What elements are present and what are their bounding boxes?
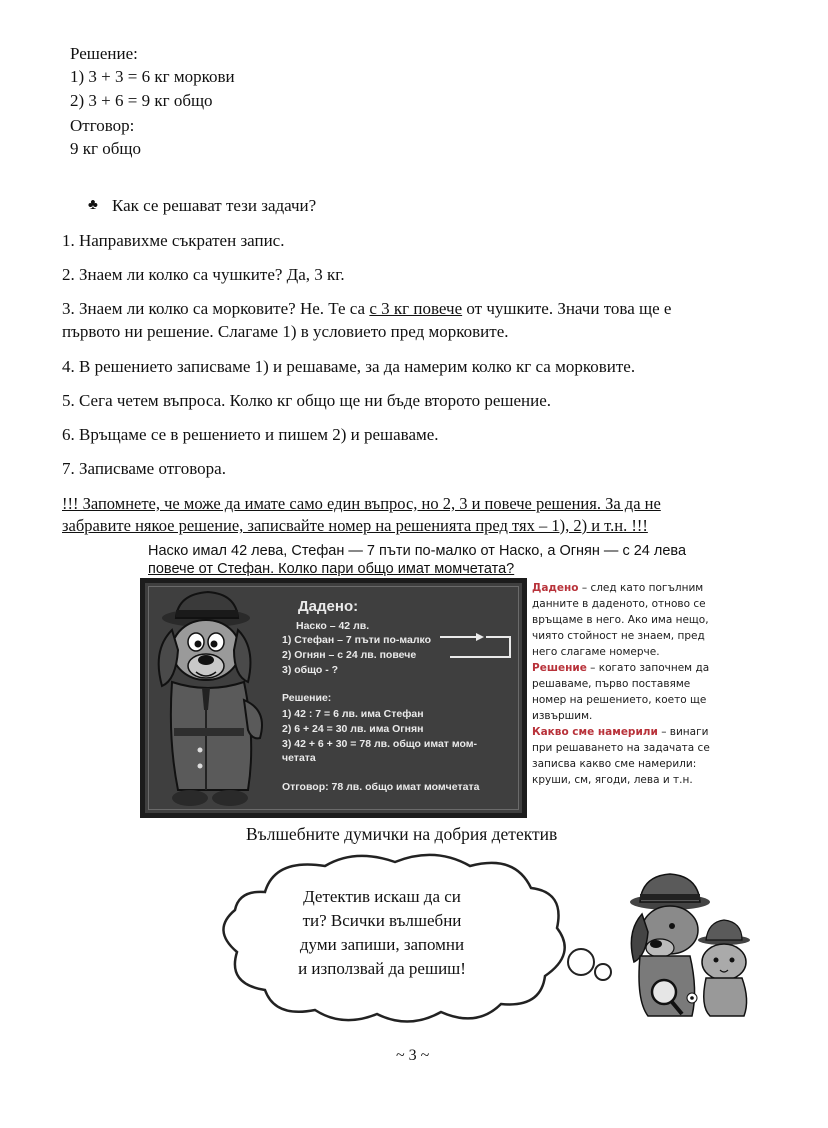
warning-note: [62, 493, 782, 537]
warning-line-1: !!! Запомнете, че може да имате само един въпрос, но 2, 3 и повече решения. За да не: [62, 494, 661, 513]
step-3-underlined: с 3 кг повече: [369, 299, 463, 318]
answer-label: Отговор:: [70, 116, 135, 135]
board-solution-3: 3) 42 + 6 + 30 = 78 лв. общо имат мом-: [282, 738, 478, 750]
problem-line-2: повече от Стефан. Колко пари общо имат момчетата?: [148, 561, 515, 577]
solution-step-2: 2) 3 + 6 = 9 кг общо: [70, 91, 213, 110]
how-question: Как се решават тези задачи?: [112, 196, 317, 215]
step-4: 4. В решението записваме 1) и решаваме, за да намерим колко кг са морковите.: [62, 357, 636, 376]
club-bullet-icon: ♣: [88, 197, 98, 213]
board-solution-1: 1) 42 : 7 = 6 лв. има Стефан: [282, 708, 424, 720]
problem-line-1: Наско имал 42 лева, Стефан — 7 пъти по-малко от Наско, а Огнян — с 24 лева: [148, 543, 687, 559]
note-solution-text-3: номер на решението, което ще: [532, 694, 707, 706]
solution-heading: Решение:: [70, 44, 138, 63]
cloud-text: [262, 885, 502, 981]
note-solution-text-1: – когато започнем да: [586, 662, 710, 674]
board-solution-2: 2) 6 + 24 = 30 лв. има Огнян: [282, 723, 424, 735]
board-given-3: 2) Огнян – с 24 лв. повече: [282, 649, 417, 661]
step-2: 2. Знаем ли колко са чушките? Да, 3 кг.: [62, 265, 345, 284]
board-arrows-icon: [440, 628, 520, 662]
warning-line-2: забравите някое решение, записвайте номер на решенията пред тях – 1), 2) и т.н. !!!: [62, 516, 648, 535]
cloud-line-1: Детектив искаш да си: [303, 887, 461, 906]
solution-step-1: 1) 3 + 3 = 6 кг моркови: [70, 67, 235, 86]
page-number: ~ 3 ~: [396, 1047, 430, 1064]
step-3-line-2: първото ни решение. Слагаме 1) в условието пред морковите.: [62, 322, 509, 341]
note-key-found: Какво сме намерили: [532, 726, 658, 738]
cloud-line-3: думи запиши, запомни: [299, 935, 465, 954]
note-given-text-3: връщаме в него. Ако има нещо,: [532, 614, 709, 626]
step-5: 5. Сега четем въпроса. Колко кг общо ще ни бъде второто решение.: [62, 391, 552, 410]
problem-text: [148, 542, 748, 578]
note-given-text-2: данните в даденото, отново се: [532, 598, 706, 610]
note-found-text-4: круши, см, ягоди, лева и т.н.: [532, 774, 693, 786]
board-given-title: Дадено:: [298, 598, 359, 615]
step-7: 7. Записваме отговора.: [62, 459, 226, 478]
detective-dog-illustration: [148, 590, 288, 815]
step-6: 6. Връщаме се в решението и пишем 2) и решаваме.: [62, 425, 439, 444]
step-3-line-1: [62, 299, 671, 319]
board-given-2: 1) Стефан – 7 пъти по-малко: [282, 634, 432, 646]
dog-and-cat-detectives-illustration: [620, 870, 770, 1020]
note-key-given: Дадено: [532, 582, 579, 594]
answer-value: 9 кг общо: [70, 139, 141, 158]
step-3-text-b: от чушките. Значи това ще е: [462, 299, 672, 318]
magic-words-heading: Вълшебните думички на добрия детектив: [246, 824, 558, 844]
note-found-text-3: записва какво сме намерили:: [532, 758, 697, 770]
step-3-text-a: 3. Знаем ли колко са морковите? Не. Те са: [62, 299, 370, 318]
note-solution-text-2: решаваме, първо поставяме: [532, 678, 691, 690]
note-found-text-2: при решаването на задачата се: [532, 742, 710, 754]
note-found-text-1: – винаги: [657, 726, 709, 738]
note-key-solution: Решение: [532, 662, 587, 674]
board-given-4: 3) общо - ?: [282, 664, 339, 676]
step-1: 1. Направихме съкратен запис.: [62, 231, 285, 250]
cloud-line-4: и използвай да решиш!: [298, 959, 466, 978]
note-given-text-1: – след като погълним: [578, 582, 704, 594]
board-solution-title: Решение:: [282, 692, 332, 704]
side-notes: [532, 580, 732, 788]
board-given-1: Наско – 42 лв.: [296, 620, 370, 632]
note-given-text-4: чиято стойност не знаем, пред: [532, 630, 705, 642]
board-solution-3b: четата: [282, 752, 316, 764]
board-answer: Отговор: 78 лв. общо имат момчетата: [282, 781, 480, 793]
note-given-text-5: него слагаме номерче.: [532, 646, 660, 658]
note-solution-text-4: извършим.: [532, 710, 593, 722]
cloud-line-2: ти? Всички вълшебни: [302, 911, 462, 930]
